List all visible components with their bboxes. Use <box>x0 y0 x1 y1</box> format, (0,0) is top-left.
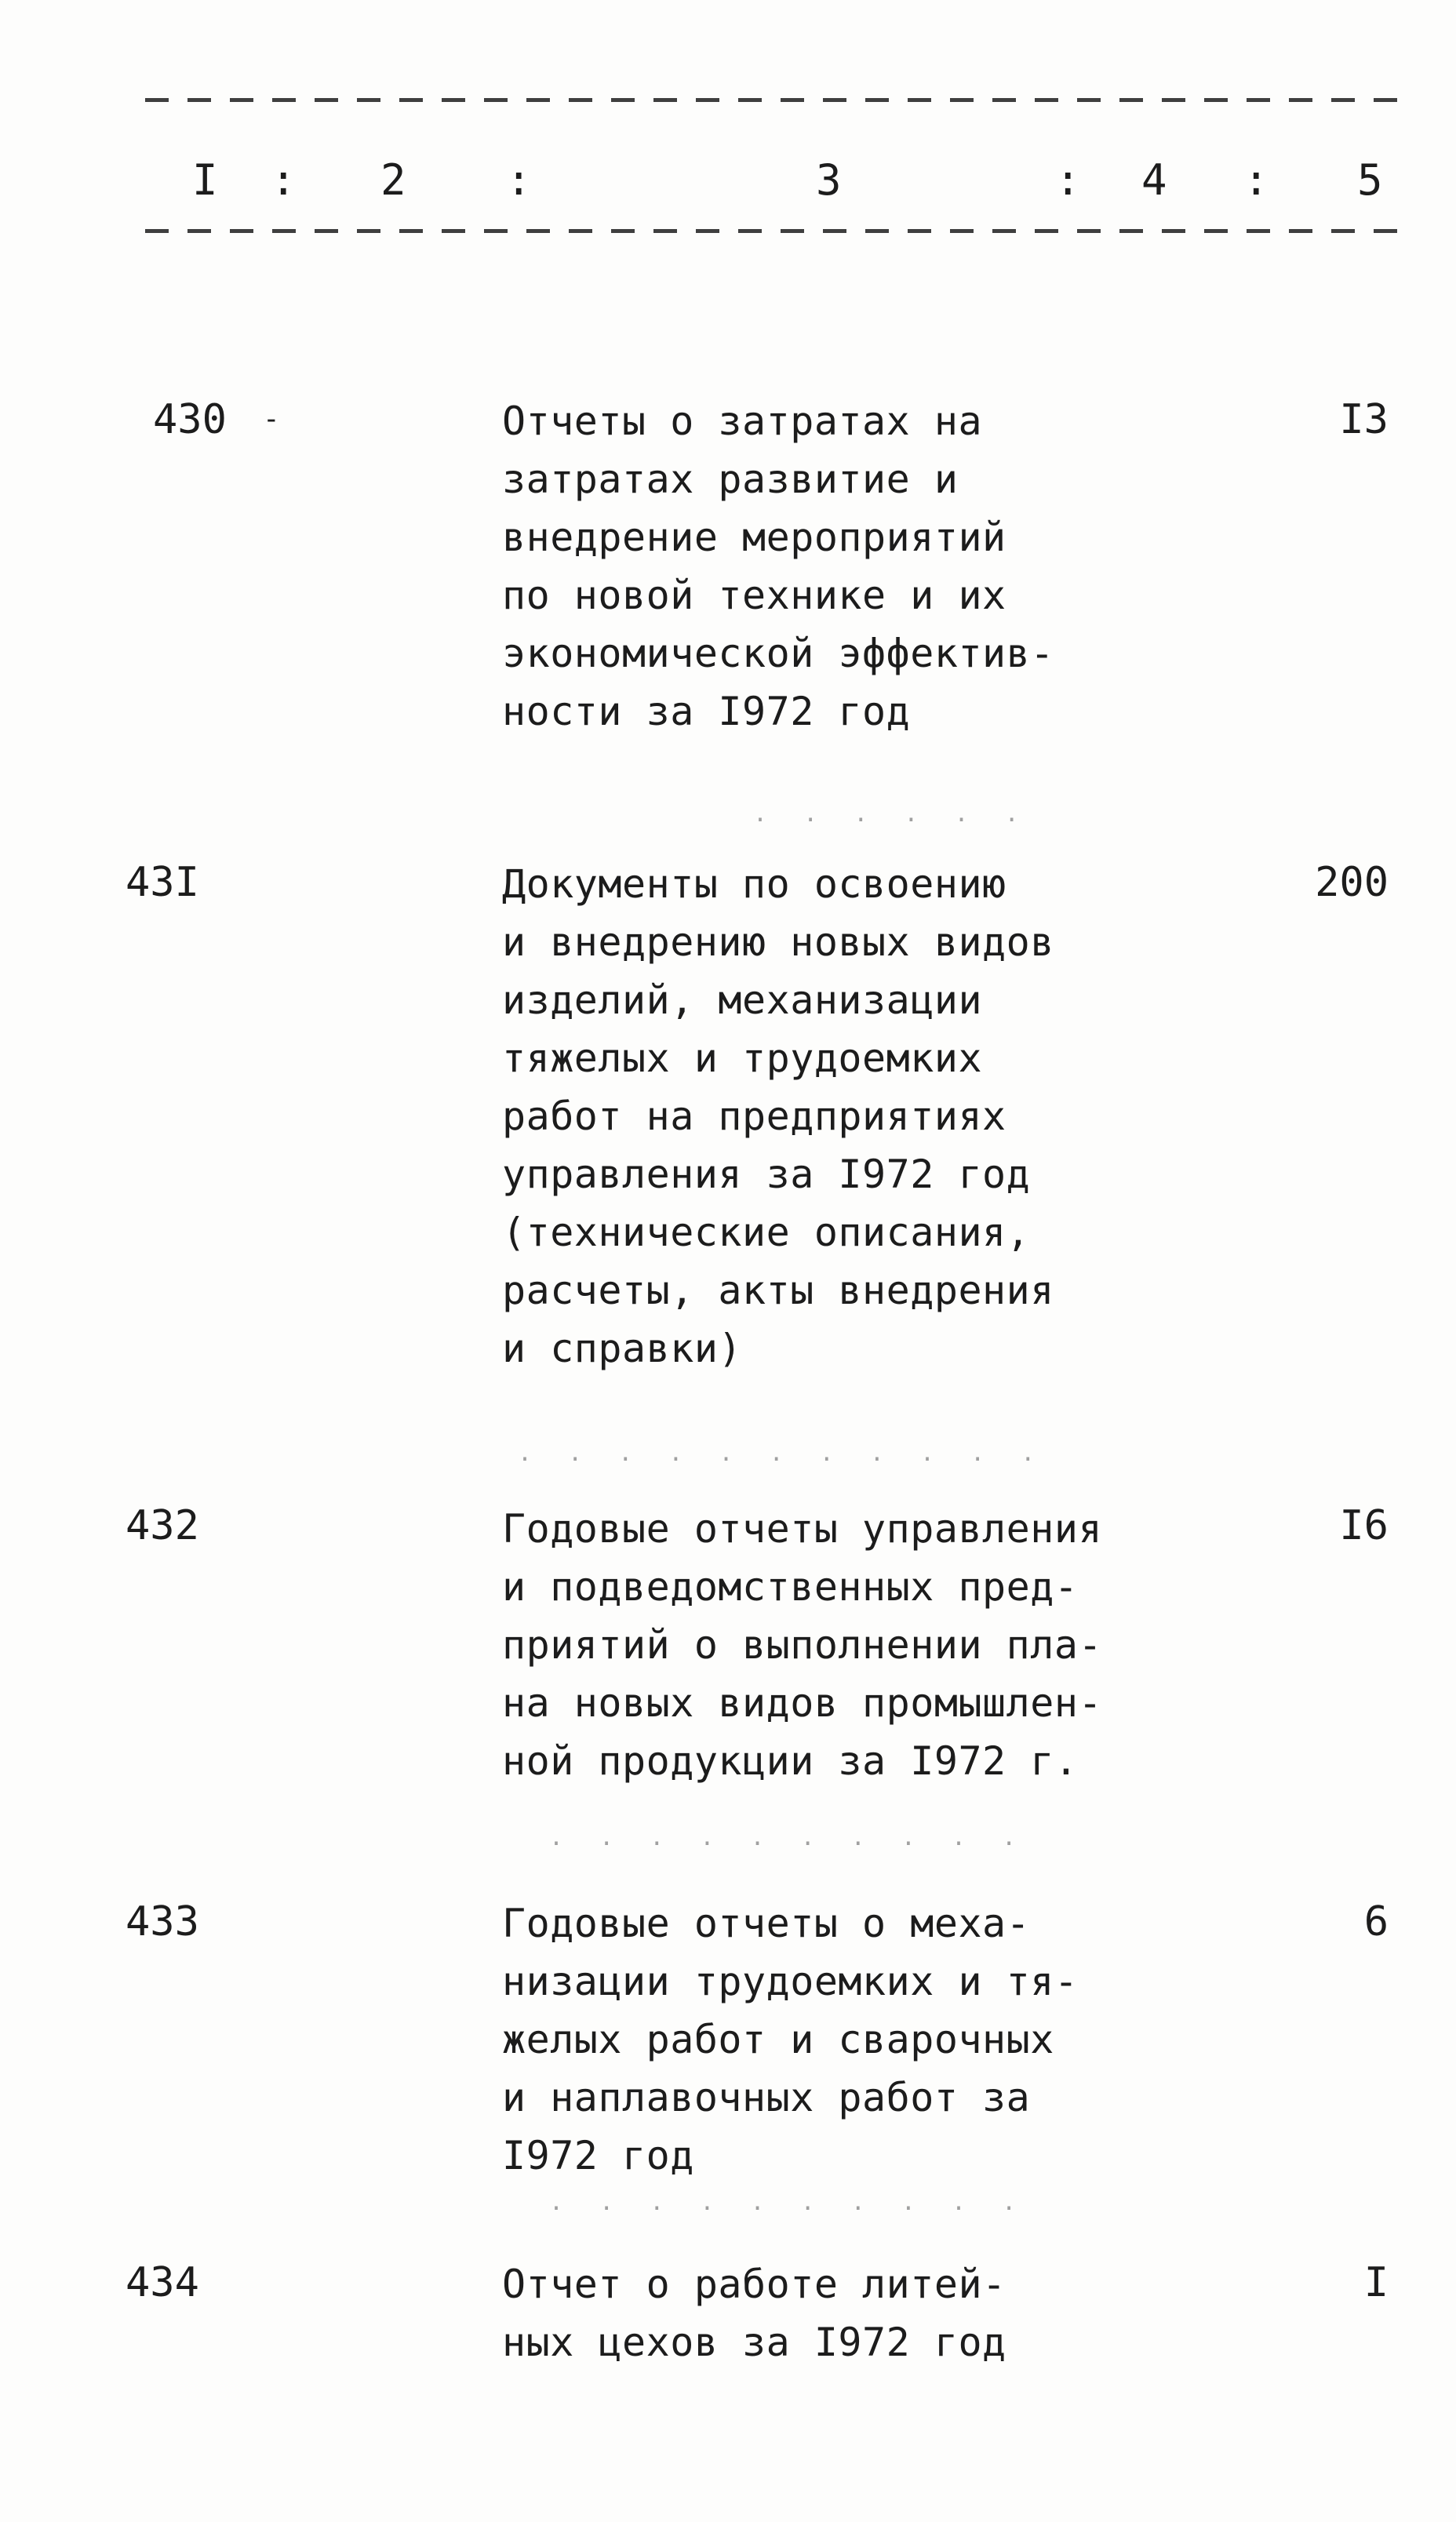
header-col-3: 3 <box>816 155 842 205</box>
header-col-2: 2 <box>380 155 406 205</box>
row-count: 200 <box>1315 859 1389 906</box>
paper-speckle: . . . . . . <box>753 800 1030 828</box>
row-description <box>502 392 1145 741</box>
description-line: управления за I972 год <box>502 1152 1031 1197</box>
header-bottom-rule <box>145 229 1408 233</box>
description-line: Отчеты о затратах на <box>502 398 983 444</box>
description-line: ности за I972 год <box>502 689 911 734</box>
row-count: I3 <box>1339 396 1389 443</box>
header-separator-3: : <box>1055 155 1081 205</box>
description-line: и внедрению новых видов <box>502 919 1054 965</box>
description-line: Годовые отчеты о меха- <box>502 1901 1031 1946</box>
row-count: 6 <box>1363 1898 1389 1945</box>
row-number: 430 <box>153 396 227 443</box>
header-top-rule <box>145 98 1408 102</box>
description-line: внедрение мероприятий <box>502 515 1006 560</box>
description-line: расчеты, акты внедрения <box>502 1268 1054 1313</box>
paper-speckle: . . . . . . . . . . <box>549 2189 1028 2216</box>
row-description <box>502 2255 1145 2371</box>
header-col-5: 5 <box>1357 155 1383 205</box>
description-line: Документы по освоению <box>502 861 1006 907</box>
header-separator-4: : <box>1243 155 1269 205</box>
description-line: Отчет о работе литей- <box>502 2262 1006 2307</box>
paper-speckle: . . . . . . . . . . <box>549 1824 1028 1851</box>
row-number-mark: - <box>263 403 280 435</box>
description-line: желых работ и сварочных <box>502 2017 1054 2062</box>
description-line: Годовые отчеты управления <box>502 1506 1103 1552</box>
description-line: ных цехов за I972 год <box>502 2320 1006 2365</box>
description-line: приятий о выполнении пла- <box>502 1622 1103 1668</box>
row-number: 434 <box>126 2259 199 2306</box>
header-col-4: 4 <box>1141 155 1167 205</box>
description-line: и подведомственных пред- <box>502 1564 1079 1610</box>
description-line: на новых видов промышлен- <box>502 1680 1103 1726</box>
description-line: тяжелых и трудоемких <box>502 1035 983 1081</box>
description-line: изделий, механизации <box>502 977 983 1023</box>
header-col-1: I <box>192 155 218 205</box>
row-count: I <box>1363 2259 1389 2306</box>
description-line: и наплавочных работ за <box>502 2075 1031 2120</box>
description-line: по новой технике и их <box>502 573 1006 618</box>
description-line: (технические описания, <box>502 1210 1031 1255</box>
row-description <box>502 1500 1145 1790</box>
row-description <box>502 855 1145 1377</box>
header-separator-2: : <box>506 155 532 205</box>
description-line: работ на предприятиях <box>502 1094 1006 1139</box>
description-line: низации трудоемких и тя- <box>502 1959 1079 2004</box>
header-separator-1: : <box>271 155 297 205</box>
paper-speckle: . . . . . . . . . . . <box>518 1439 1046 1467</box>
row-number: 432 <box>126 1502 199 1549</box>
description-line: экономической эффектив- <box>502 631 1054 676</box>
row-number: 433 <box>126 1898 199 1945</box>
description-line: ной продукции за I972 г. <box>502 1738 1079 1784</box>
description-line: и справки) <box>502 1326 743 1371</box>
description-line: затратах развитие и <box>502 457 959 502</box>
row-description <box>502 1894 1145 2185</box>
row-count: I6 <box>1339 1502 1389 1549</box>
description-line: I972 год <box>502 2133 694 2178</box>
row-number: 43I <box>126 859 199 906</box>
